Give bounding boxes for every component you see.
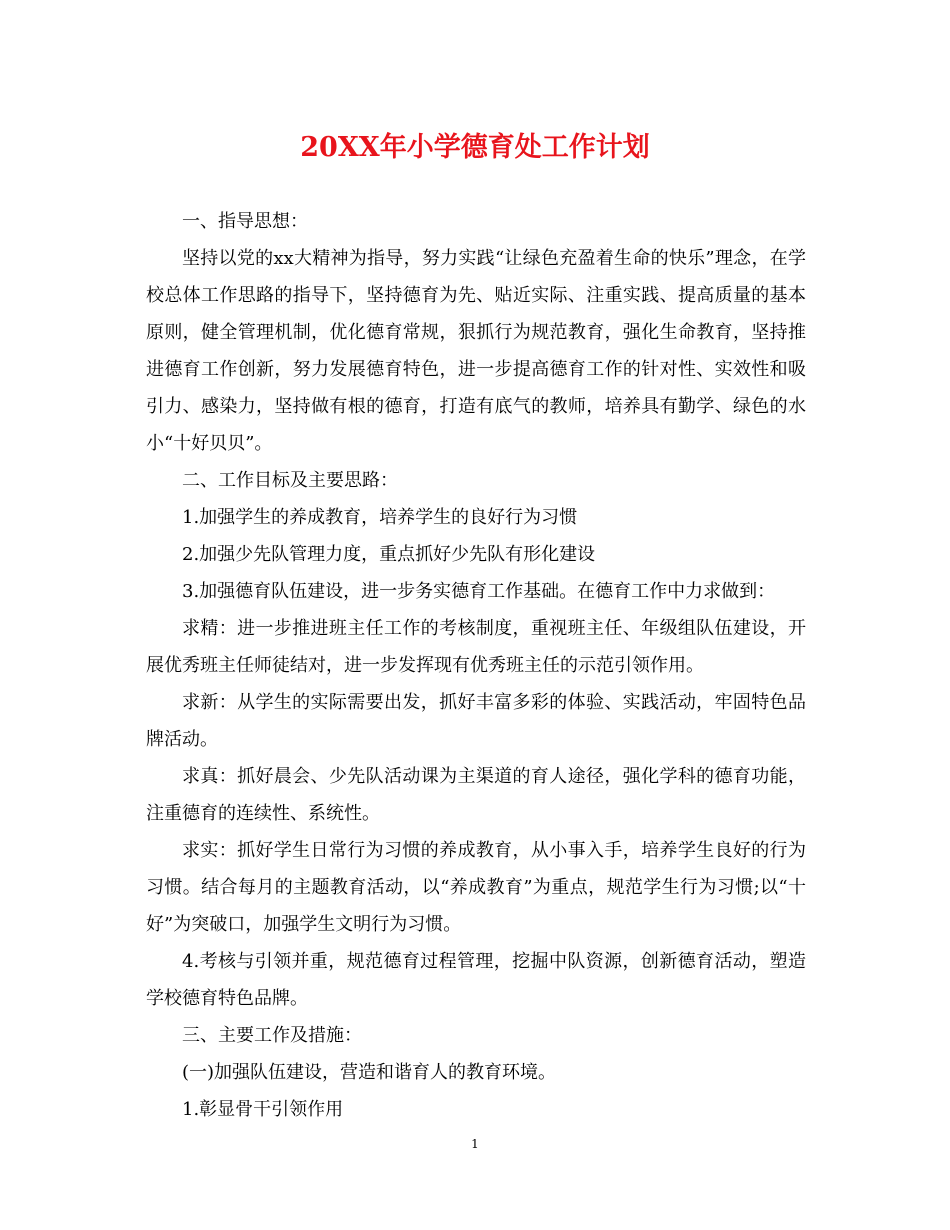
- section-heading-main-work: 三、主要工作及措施：: [182, 1025, 362, 1046]
- section-heading-guiding-ideology: 一、指导思想：: [182, 211, 308, 232]
- paragraph-qiujing: 求精：进一步推进班主任工作的考核制度，重视班主任、年级组队伍建设，开展优秀班主任师徒结对，进一步发挥现有优秀班主任的示范引领作用。: [146, 618, 806, 676]
- list-item-goal-2: 2.加强少先队管理力度，重点抓好少先队有形化建设: [182, 544, 596, 565]
- paragraph-qiushi: 求实：抓好学生日常行为习惯的养成教育，从小事入手，培养学生良好的行为习惯。结合每月的主题教育活动，以“养成教育”为重点，规范学生行为习惯;以“十好”为突破口，加强学生文明行为习惯。: [146, 840, 806, 935]
- document-body: [146, 203, 806, 1128]
- paragraph-qiuxin: 求新：从学生的实际需要出发，抓好丰富多彩的体验、实践活动，牢固特色品牌活动。: [146, 692, 806, 750]
- subsection-heading-team-building: (一)加强队伍建设，营造和谐育人的教育环境。: [182, 1062, 557, 1083]
- list-item-goal-3: 3.加强德育队伍建设，进一步务实德育工作基础。在德育工作中力求做到：: [182, 581, 776, 602]
- paragraph-guiding-ideology: 坚持以党的xx大精神为指导，努力实践“让绿色充盈着生命的快乐”理念，在学校总体工作思路的指导下，坚持德育为先、贴近实际、注重实践、提高质量的基本原则，健全管理机制，优化德育常规，狠抓行为规范教育，强化生命教育，坚持推进德育工作创新，努力发展德育特色，进一步提高德育工作的针对性、实效性和吸引力、感染力，坚持做有根的德育，打造有底气的教师，培养具有勤学、绿色的水小“十好贝贝”。: [146, 248, 806, 454]
- list-item-goal-4: 4.考核与引领并重，规范德育过程管理，挖掘中队资源，创新德育活动，塑造学校德育特色品牌。: [146, 951, 806, 1009]
- list-item-goal-1: 1.加强学生的养成教育，培养学生的良好行为习惯: [182, 507, 578, 528]
- page-number: 1: [471, 1137, 479, 1151]
- list-item-backbone-leading: 1.彰显骨干引领作用: [182, 1099, 344, 1120]
- document-title: 20XX年小学德育处工作计划: [300, 132, 650, 163]
- paragraph-qiuzhen: 求真：抓好晨会、少先队活动课为主渠道的育人途径，强化学科的德育功能，注重德育的连续性、系统性。: [146, 766, 806, 824]
- section-heading-goals: 二、工作目标及主要思路：: [182, 470, 398, 491]
